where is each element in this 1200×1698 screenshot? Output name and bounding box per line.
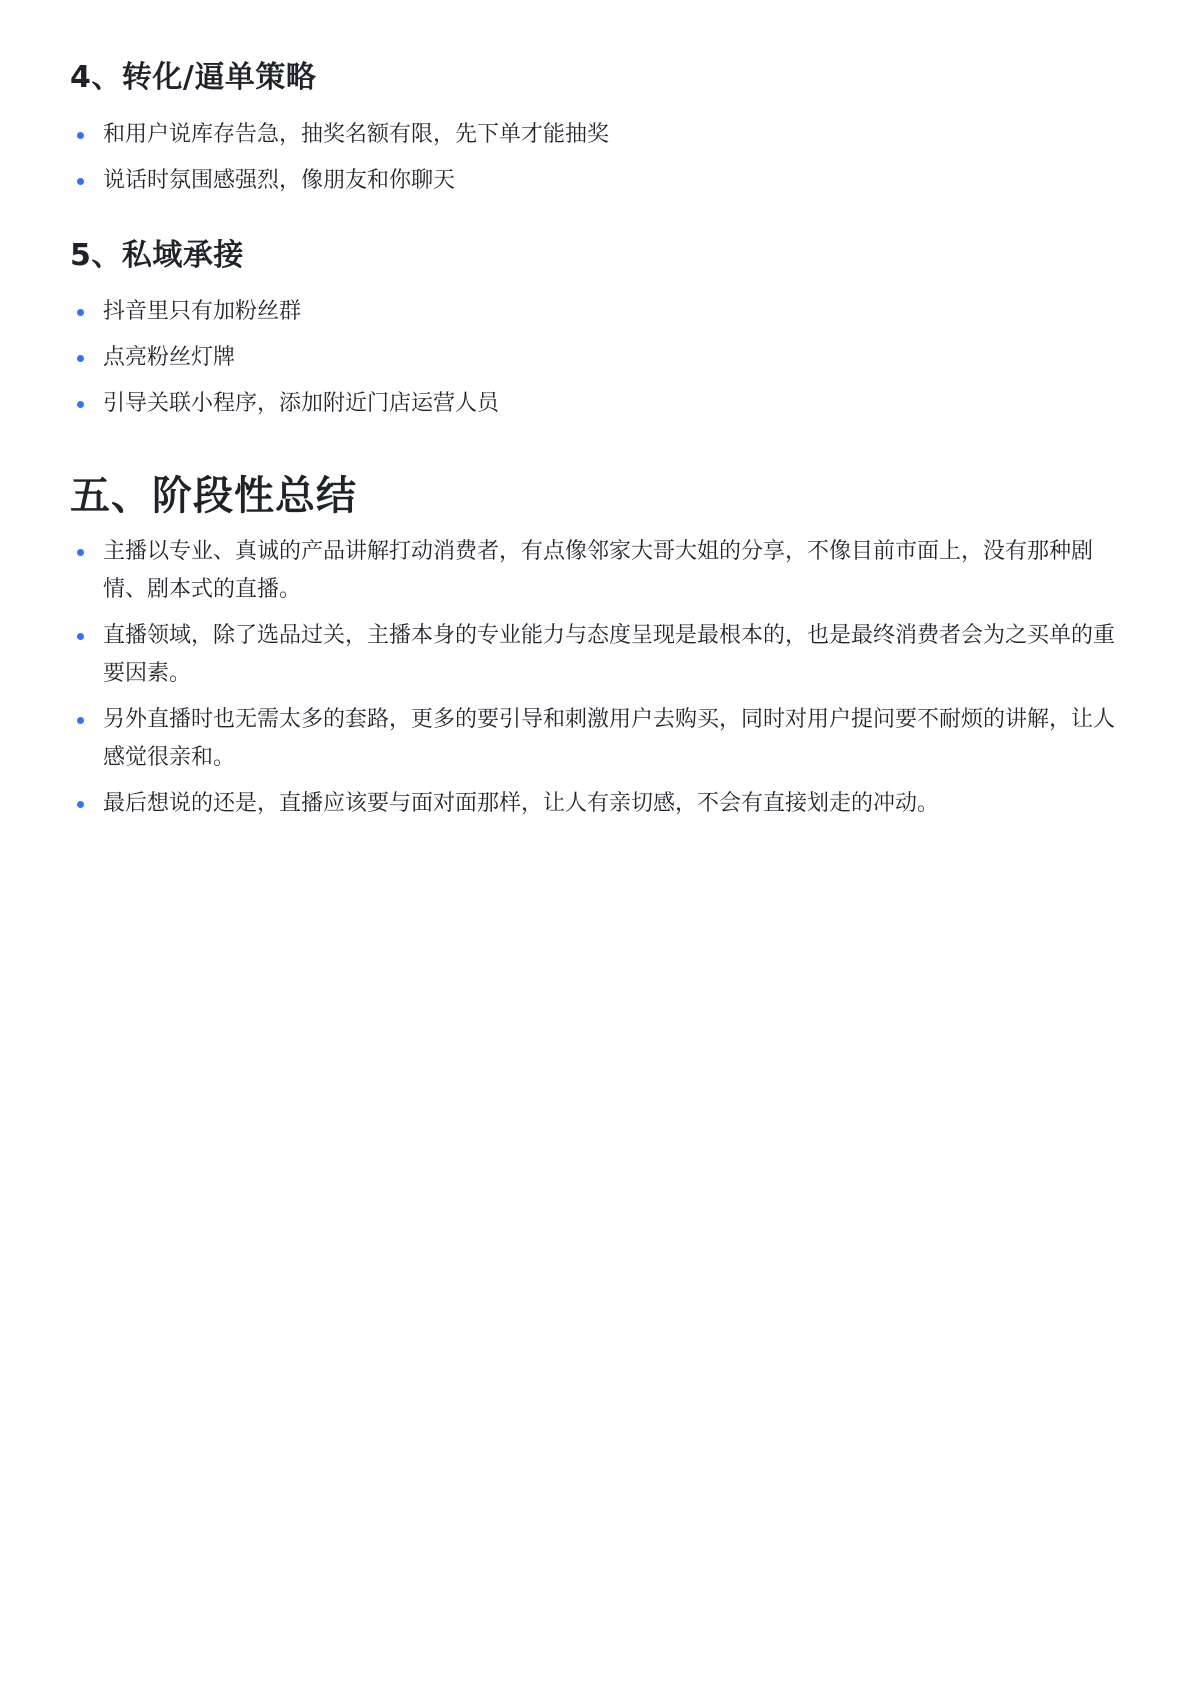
list-item: [70, 533, 1130, 609]
list-item: [70, 785, 1130, 823]
list-item-text: 引导关联小程序，添加附近门店运营人员: [103, 391, 500, 416]
list-item-text: 直播领域，除了选品过关，主播本身的专业能力与态度呈现是最根本的，也是最终消费者会为之买单的重要因素。: [103, 623, 1116, 686]
bullet-dot-icon: [77, 717, 84, 724]
list-item-text: 说话时氛围感强烈，像朋友和你聊天: [103, 168, 456, 193]
list-item: [70, 385, 1130, 423]
list-item: [70, 701, 1130, 777]
bullet-dot-icon: [77, 401, 84, 408]
section-heading-conversion-strategy: 4、转化/逼单策略: [70, 60, 317, 95]
list-item-text: 点亮粉丝灯牌: [103, 345, 236, 370]
bullet-dot-icon: [77, 801, 84, 808]
section-heading-private-domain: 5、私域承接: [70, 238, 244, 273]
section-heading-stage-summary: 五、阶段性总结: [70, 473, 357, 519]
list-item-text: 另外直播时也无需太多的套路，更多的要引导和刺激用户去购买，同时对用户提问要不耐烦的讲解，让人感觉很亲和。: [103, 707, 1116, 770]
list-item: [70, 116, 1130, 154]
bullet-dot-icon: [77, 178, 84, 185]
bullet-dot-icon: [77, 309, 84, 316]
list-item-text: 抖音里只有加粉丝群: [103, 299, 302, 324]
list-item-text: 主播以专业、真诚的产品讲解打动消费者，有点像邻家大哥大姐的分享，不像目前市面上，没有那种剧情、剧本式的直播。: [103, 539, 1094, 602]
bullet-list-conversion-strategy: [70, 116, 1130, 208]
list-item: [70, 162, 1130, 200]
bullet-list-stage-summary: [70, 533, 1130, 831]
list-item-text: 最后想说的还是，直播应该要与面对面那样，让人有亲切感，不会有直接划走的冲动。: [103, 791, 940, 816]
list-item: [70, 293, 1130, 331]
list-item: [70, 617, 1130, 693]
list-item-text: 和用户说库存告急，抽奖名额有限，先下单才能抽奖: [103, 122, 610, 147]
list-item: [70, 339, 1130, 377]
bullet-dot-icon: [77, 633, 84, 640]
bullet-list-private-domain: [70, 293, 1130, 431]
bullet-dot-icon: [77, 549, 84, 556]
bullet-dot-icon: [77, 355, 84, 362]
bullet-dot-icon: [77, 132, 84, 139]
